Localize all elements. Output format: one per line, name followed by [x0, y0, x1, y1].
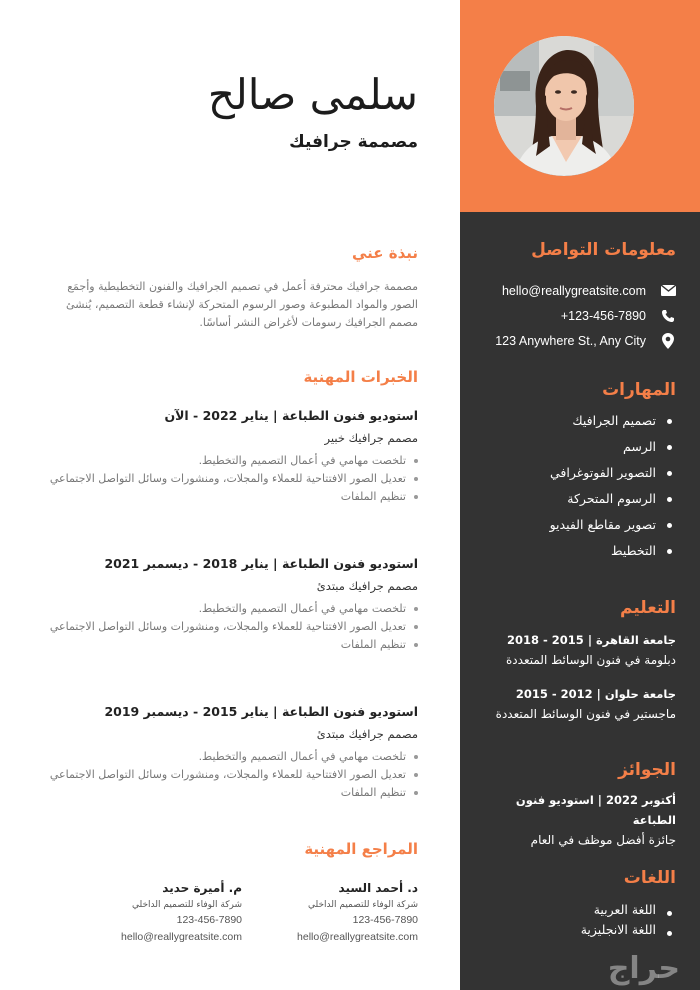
list-item: الرسم	[476, 434, 676, 460]
award-item	[476, 790, 676, 850]
about-text: مصممة جرافيك محترفة أعمل في تصميم الجرافيك والفنون التخطيطية وأجمَع الصور والمواد المطبوعة وصور الرسوم المتحركة لإنشاء قطعة التصميم، يُنشئ مصمم الجرافيك رسومات لأغراض النشر أساسًا.	[66, 280, 418, 329]
experience-title: استوديو فنون الطباعة | يناير 2015 - ديسمبر 2019	[104, 704, 418, 719]
list-item: اللغة العربية	[476, 900, 676, 920]
education-degree: ماجستير في فنون الوسائط المتعددة	[495, 707, 676, 721]
phone-icon	[660, 308, 676, 324]
reference-card	[82, 878, 242, 946]
reference-company: شركة الوفاء للتصميم الداخلي	[307, 900, 418, 910]
list-item: التخطيط	[476, 538, 676, 564]
list-item: تلخصت مهامي في أعمال التصميم والتخطيط.	[38, 600, 418, 618]
awards-heading: الجوائز	[618, 760, 676, 780]
list-item: تنظيم الملفات	[38, 488, 418, 506]
experience-bullets	[38, 452, 418, 506]
portrait-photo	[494, 36, 634, 176]
list-item: الرسوم المتحركة	[476, 486, 676, 512]
education-school: جامعة حلوان | 2012 - 2015	[515, 687, 676, 701]
award-title: جائزة أفضل موظف في العام	[530, 833, 676, 847]
references-heading: المراجع المهنية	[304, 840, 418, 858]
list-item: تصوير مقاطع الفيديو	[476, 512, 676, 538]
list-item: تصميم الجرافيك	[476, 408, 676, 434]
award-date-org: أكتوبر 2022 | استوديو فنون الطباعة	[515, 793, 676, 827]
skills-section	[476, 380, 676, 564]
reference-phone[interactable]: 123-456-7890	[352, 914, 418, 926]
reference-phone[interactable]: 123-456-7890	[176, 914, 242, 926]
contact-email[interactable]: hello@reallygreatsite.com	[501, 283, 646, 298]
avatar	[494, 36, 634, 176]
awards-section	[476, 760, 676, 864]
education-degree: دبلومة في فنون الوسائط المتعددة	[506, 653, 676, 667]
education-item	[476, 630, 676, 670]
education-heading: التعليم	[620, 598, 676, 618]
list-item: تعديل الصور الافتتاحية للعملاء والمجلات، ومنشورات وسائل التواصل الاجتماعي	[38, 470, 418, 488]
about-heading: نبذة عني	[351, 244, 418, 262]
list-item: تنظيم الملفات	[38, 784, 418, 802]
skills-heading: المهارات	[602, 380, 676, 400]
reference-email[interactable]: hello@reallygreatsite.com	[297, 931, 418, 943]
reference-company: شركة الوفاء للتصميم الداخلي	[131, 900, 242, 910]
reference-email[interactable]: hello@reallygreatsite.com	[121, 931, 242, 943]
list-item: اللغة الانجليزية	[476, 920, 676, 940]
contact-address-row	[476, 328, 676, 353]
experience-item	[38, 702, 418, 802]
envelope-icon	[660, 283, 676, 299]
experience-item	[38, 554, 418, 654]
experience-bullets	[38, 600, 418, 654]
experience-item	[38, 406, 418, 506]
contact-heading: معلومات التواصل	[531, 240, 676, 260]
experience-bullets	[38, 748, 418, 802]
contact-phone[interactable]: +123-456-7890	[560, 308, 646, 323]
contact-section	[476, 240, 676, 353]
watermark-logo: حراج	[607, 951, 680, 986]
experience-role: مصمم جرافيك مبتدئ	[316, 727, 418, 741]
contact-email-row	[476, 278, 676, 303]
languages-list	[476, 900, 676, 940]
reference-card	[258, 878, 418, 946]
contact-phone-row	[476, 303, 676, 328]
experience-title: استوديو فنون الطباعة | يناير 2018 - ديسمبر 2021	[104, 556, 418, 571]
list-item: تلخصت مهامي في أعمال التصميم والتخطيط.	[38, 748, 418, 766]
education-item	[476, 684, 676, 724]
list-item: تعديل الصور الافتتاحية للعملاء والمجلات، ومنشورات وسائل التواصل الاجتماعي	[38, 618, 418, 636]
list-item: تعديل الصور الافتتاحية للعملاء والمجلات، ومنشورات وسائل التواصل الاجتماعي	[38, 766, 418, 784]
reference-name: د. أحمد السيد	[338, 881, 418, 895]
list-item: تلخصت مهامي في أعمال التصميم والتخطيط.	[38, 452, 418, 470]
experience-title: استوديو فنون الطباعة | يناير 2022 - الآن	[164, 408, 418, 423]
job-title: مصممة جرافيك	[289, 132, 418, 152]
skills-list	[476, 408, 676, 564]
contact-address: 123 Anywhere St., Any City	[495, 333, 646, 348]
location-pin-icon	[660, 333, 676, 349]
languages-heading: اللغات	[623, 868, 676, 888]
experience-role: مصمم جرافيك خبير	[324, 431, 418, 445]
education-section	[476, 598, 676, 738]
person-name: سلمى صالح	[207, 70, 418, 119]
experience-role: مصمم جرافيك مبتدئ	[316, 579, 418, 593]
experience-heading: الخبرات المهنية	[303, 368, 418, 386]
list-item: تنظيم الملفات	[38, 636, 418, 654]
languages-section	[476, 868, 676, 940]
list-item: التصوير الفوتوغرافي	[476, 460, 676, 486]
reference-name: م. أميرة حديد	[162, 881, 242, 895]
education-school: جامعة القاهرة | 2015 - 2018	[507, 633, 676, 647]
